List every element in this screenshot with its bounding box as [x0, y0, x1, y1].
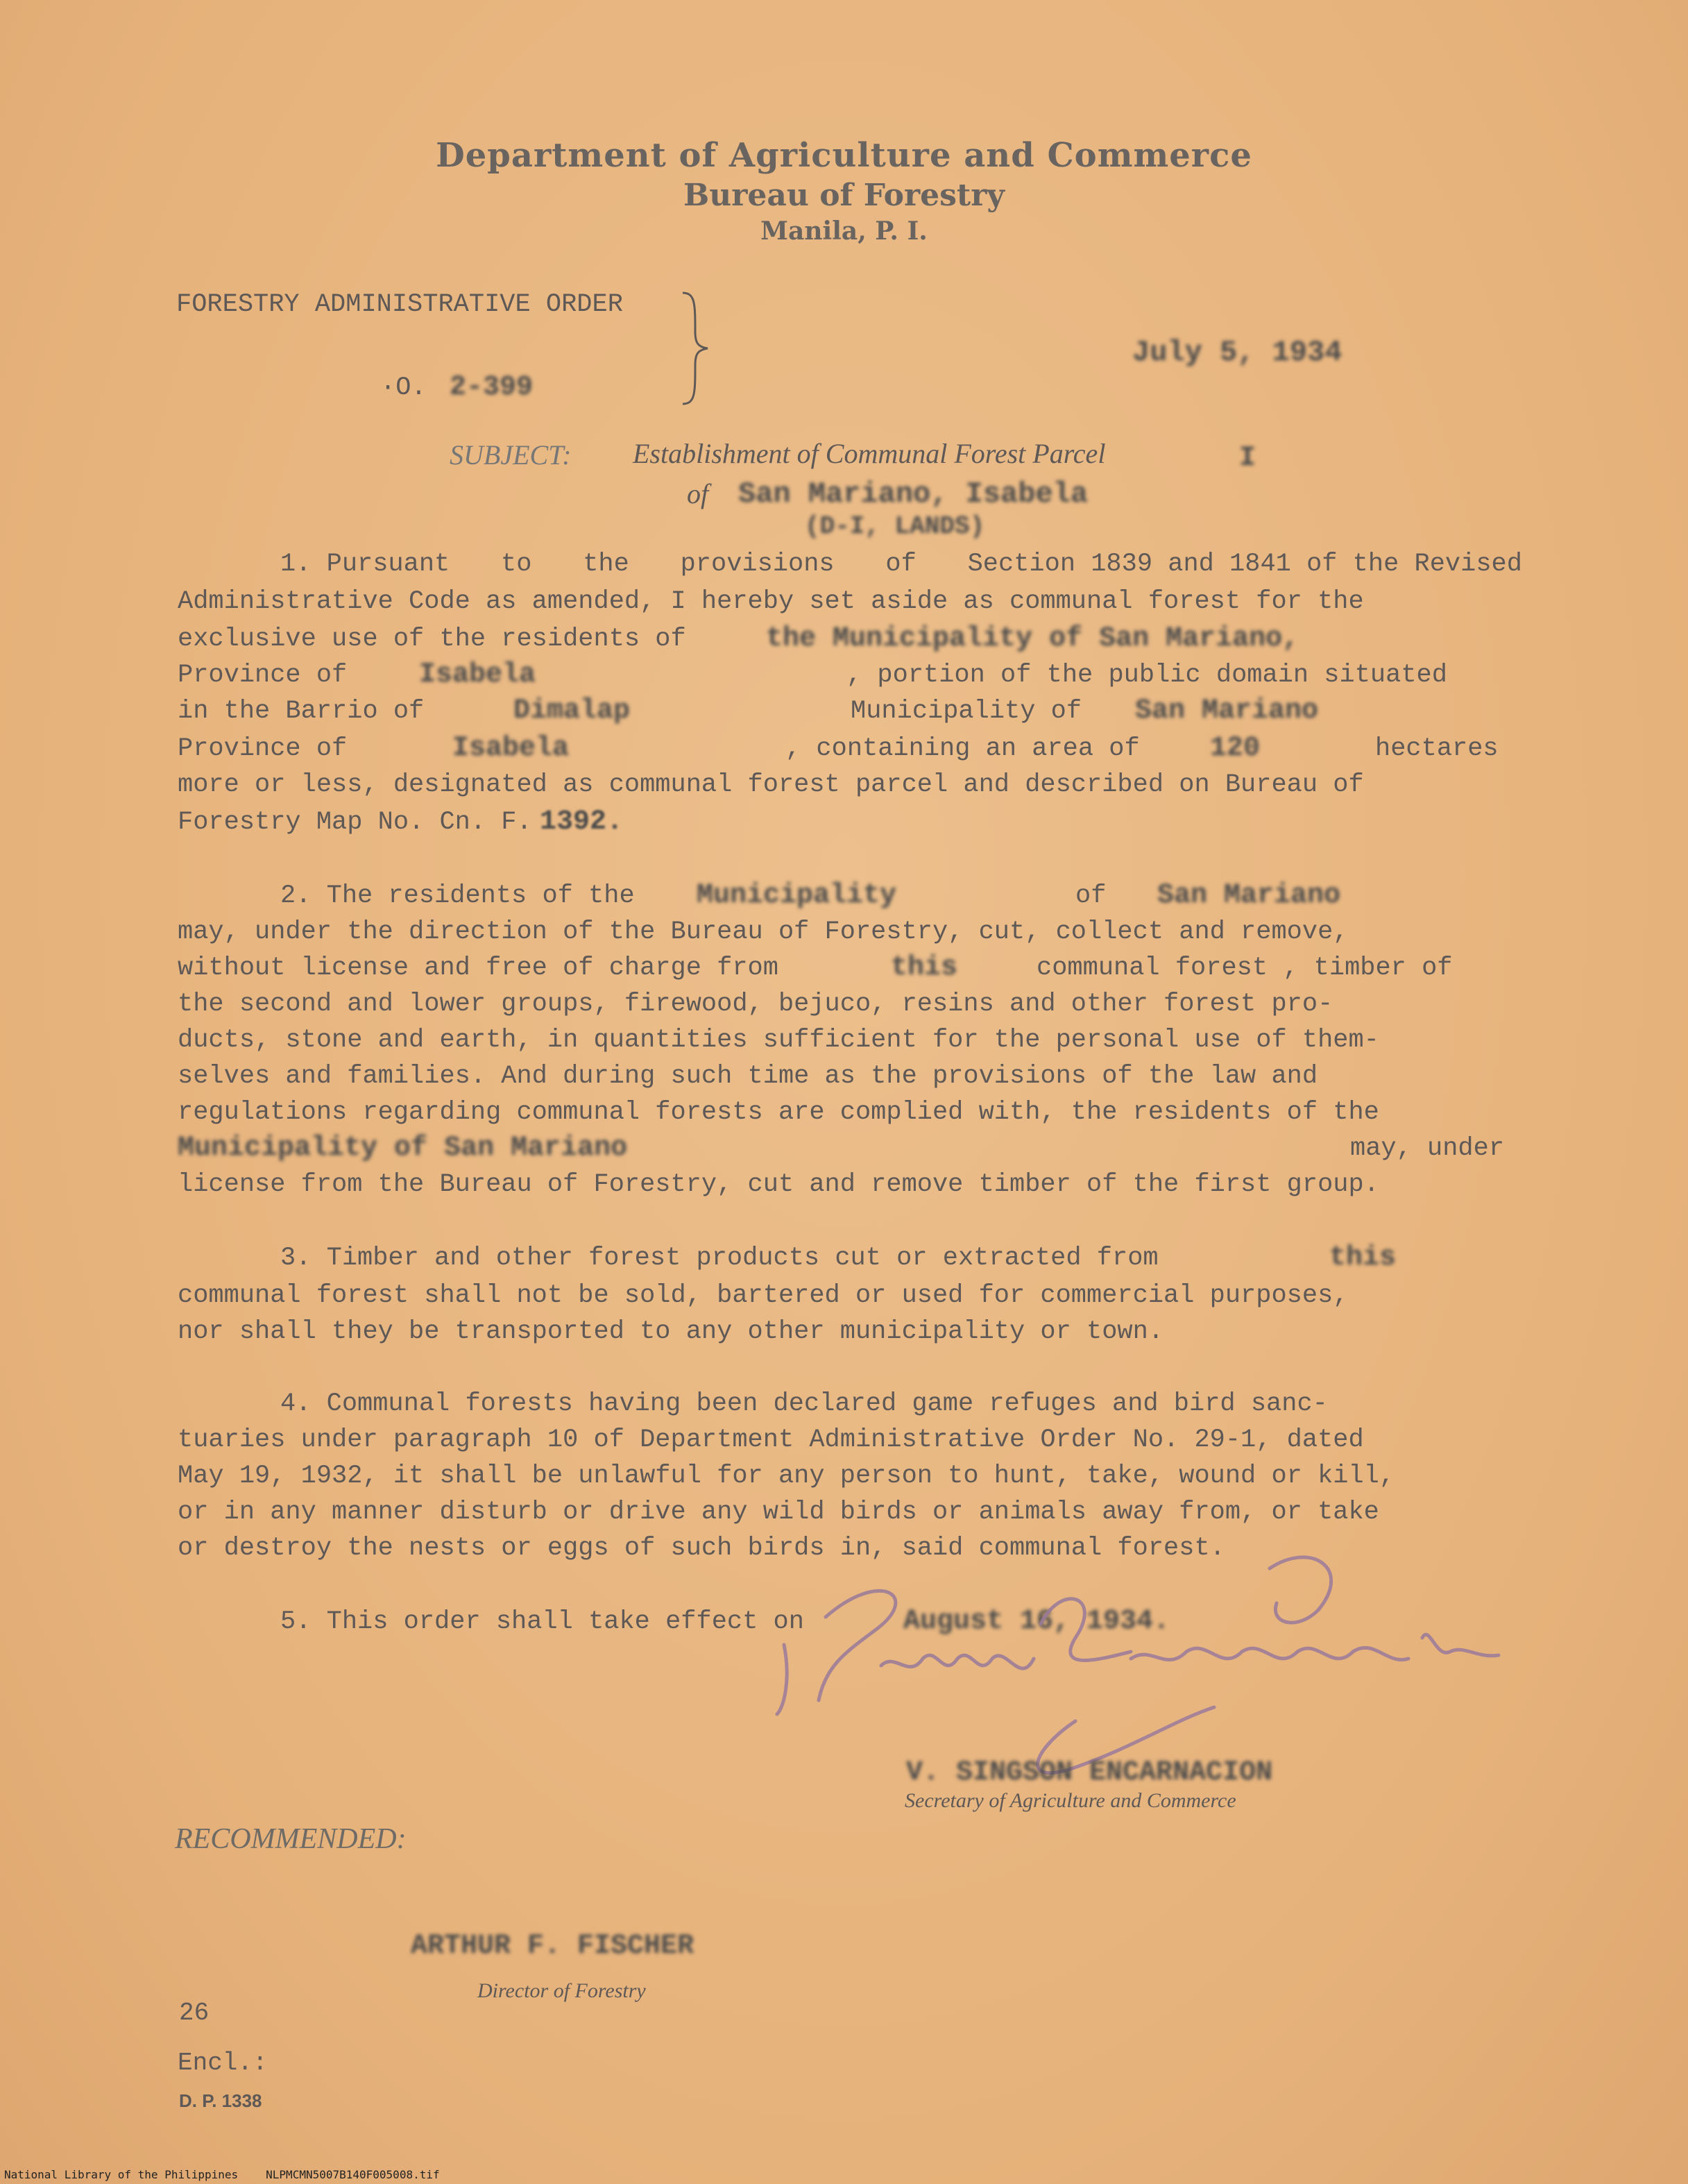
p1-line6-text: Province of: [178, 734, 348, 763]
p1-l1-w4: provisions: [680, 550, 835, 579]
signatory-title: Secretary of Agriculture and Commerce: [905, 1789, 1236, 1812]
p1-line4-rest: , portion of the public domain situated: [846, 661, 1447, 690]
handwritten-signature: [742, 1541, 1540, 1791]
recommender-title: Director of Forestry: [477, 1979, 646, 2002]
p1-line5-municipality: San Mariano: [1135, 695, 1319, 727]
p2-line1-place: San Mariano: [1157, 880, 1341, 911]
order-title: FORESTRY ADMINISTRATIVE ORDER: [176, 290, 623, 319]
p1-line6-area-label: , containing an area of: [785, 734, 1140, 763]
subject-place: San Mariano, Isabela: [738, 477, 1089, 511]
p4-line3: May 19, 1932, it shall be unlawful for any person to hunt, take, wound or kill,: [178, 1462, 1395, 1491]
p1-line6-unit: hectares: [1375, 734, 1499, 763]
p1-line6-area: 120: [1210, 733, 1261, 764]
p4-line2: tuaries under paragraph 10 of Department Administrative Order No. 29-1, dated: [178, 1425, 1364, 1455]
p3-line1-text: 3. Timber and other forest products cut or extracted from: [280, 1244, 1159, 1273]
p2-line2: may, under the direction of the Bureau of Forestry, cut, collect and remove,: [178, 917, 1349, 947]
p5-effective-date: August 16, 1934.: [903, 1606, 1170, 1637]
p4-line1: 4. Communal forests having been declared game refuges and bird sanc-: [280, 1389, 1328, 1419]
p1-l1-w3: the: [583, 550, 629, 579]
p3-line1-this: this: [1329, 1242, 1397, 1273]
subject-parcel: I: [1239, 443, 1256, 474]
dp-number: D. P. 1338: [179, 2090, 262, 2111]
p5-line1-text: 5. This order shall take effect on: [280, 1607, 804, 1636]
recommender-name: ARTHUR F. FISCHER: [411, 1931, 694, 1962]
p1-line5-text: in the Barrio of: [178, 697, 425, 726]
p1-l1-w6: Section 1839 and 1841 of the Revised: [967, 550, 1522, 579]
p2-line6: selves and families. And during such time as the provisions of the law and: [178, 1062, 1318, 1091]
p1-line5-municipality-label: Municipality of: [851, 697, 1082, 726]
p1-l1-w5: of: [885, 550, 917, 579]
p2-line5: ducts, stone and earth, in quantities sufficient for the personal use of them-: [178, 1026, 1379, 1055]
p2-line3-this: this: [891, 952, 958, 983]
p2-line4: the second and lower groups, firewood, bejuco, resins and other forest pro-: [178, 990, 1333, 1019]
p3-line3: nor shall they be transported to any other municipality or town.: [178, 1317, 1164, 1346]
enclosure-label: Encl.:: [178, 2049, 268, 2077]
p2-line3-text: without license and free of charge from: [178, 954, 778, 983]
p1-line3-text: exclusive use of the residents of: [178, 625, 686, 654]
recommended-label: RECOMMENDED:: [175, 1823, 407, 1855]
subject-code: (D-I, LANDS): [805, 512, 985, 541]
subject-label: SUBJECT:: [450, 439, 572, 471]
order-number-prefix: ·O.: [380, 373, 427, 403]
p2-line9: license from the Bureau of Forestry, cut and remove timber of the first group.: [178, 1170, 1379, 1199]
p2-line7: regulations regarding communal forests are complied with, the residents of the: [178, 1098, 1379, 1127]
order-number: 2-399: [450, 372, 534, 403]
p4-line5: or destroy the nests or eggs of such birds in, said communal forest.: [178, 1534, 1225, 1563]
p2-line3-rest: communal forest , timber of: [1037, 954, 1453, 983]
p1-line6-province: Isabela: [452, 733, 570, 764]
brace-mark: [680, 290, 722, 407]
p1-line7: more or less, designated as communal forest parcel and described on Bureau of: [178, 770, 1364, 799]
footer-filename: NLPMCMN5007B140F005008.tif: [266, 2168, 440, 2181]
p1-line8-text: Forestry Map No. Cn. F.: [178, 808, 532, 837]
p1-line2: Administrative Code as amended, I hereby set aside as communal forest for the: [178, 587, 1364, 616]
typist-initials: 26: [179, 1999, 210, 2027]
signatory-name: V. SINGSON ENCARNACION: [906, 1757, 1273, 1788]
p1-l1-w1: 1. Pursuant: [280, 550, 450, 579]
p2-line1-text: 2. The residents of the: [280, 881, 635, 911]
p2-line1-of: of: [1075, 881, 1107, 911]
footer-library: National Library of the Philippines: [4, 2168, 239, 2181]
p2-line8-rest: may, under: [1350, 1134, 1505, 1163]
p1-line3-municipality: the Municipality of San Mariano,: [766, 623, 1299, 654]
subject-text: Establishment of Communal Forest Parcel: [633, 438, 1106, 469]
p2-line8-municipality: Municipality of San Mariano: [178, 1133, 628, 1164]
archive-footer: [4, 2168, 440, 2181]
subject-of: of: [687, 478, 709, 509]
p1-line1: [280, 550, 1522, 584]
letterhead-department: Department of Agriculture and Commerce: [436, 136, 1252, 175]
p3-line2: communal forest shall not be sold, bartered or used for commercial purposes,: [178, 1281, 1349, 1310]
p1-line8-map: 1392.: [540, 806, 624, 838]
p1-line4-province: Isabela: [419, 659, 536, 691]
order-date: July 5, 1934: [1132, 336, 1342, 369]
p1-l1-w2: to: [501, 550, 532, 579]
p2-line1-municipality: Municipality: [697, 880, 897, 911]
p1-line5-barrio: Dimalap: [513, 695, 631, 727]
letterhead-location: Manila, P. I.: [760, 217, 928, 246]
p4-line4: or in any manner disturb or drive any wild birds or animals away from, or take: [178, 1498, 1379, 1527]
letterhead-bureau: Bureau of Forestry: [683, 178, 1005, 213]
p1-line4-text: Province of: [178, 661, 348, 690]
